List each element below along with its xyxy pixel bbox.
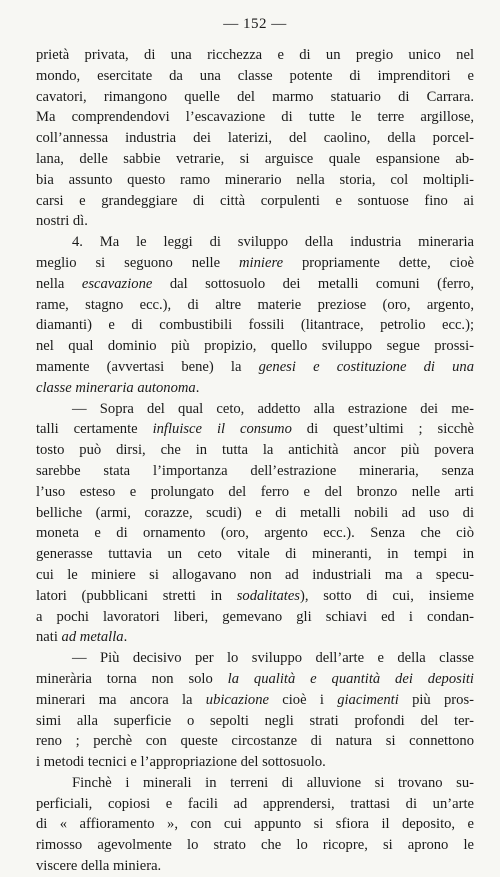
text-line bbox=[36, 607, 474, 628]
text-line bbox=[36, 773, 474, 794]
italic-segment: influisce il consumo bbox=[152, 421, 292, 438]
text-line bbox=[36, 648, 474, 669]
italic-segment: escavazione bbox=[81, 275, 153, 292]
text-segment: propriamente dette, cioè bbox=[283, 254, 474, 271]
text-line bbox=[36, 45, 474, 66]
text-segment: viscere della miniera. bbox=[36, 858, 162, 875]
text-line bbox=[36, 856, 474, 877]
text-segment: 4. Ma le leggi di sviluppo della industria mineraria bbox=[72, 234, 474, 251]
text-segment: sarebbe stata l’importanza dell’estrazione mineraria, senza bbox=[36, 462, 474, 479]
italic-segment: ad metalla bbox=[61, 629, 124, 646]
text-segment: mondo, esercitate da una classe potente di imprenditori e bbox=[36, 67, 474, 84]
text-line bbox=[36, 814, 474, 835]
italic-segment: ubicazione bbox=[205, 691, 269, 708]
text-segment: perficiali, copiosi e facili ad apprendersi, trattasi di un’arte bbox=[36, 795, 474, 812]
text-line bbox=[36, 731, 474, 752]
text-line bbox=[36, 627, 474, 648]
text-segment: nella bbox=[36, 275, 82, 292]
text-line bbox=[36, 295, 474, 316]
text-segment: carsi e grandeggiare di città corpulenti e sontuose fino ai bbox=[36, 192, 474, 209]
text-line bbox=[36, 690, 474, 711]
italic-segment: giacimenti bbox=[337, 691, 399, 708]
text-segment: latori (pubblicani stretti in bbox=[36, 587, 237, 604]
text-line bbox=[36, 66, 474, 87]
text-segment: minerari ma ancora la bbox=[36, 691, 206, 708]
text-line bbox=[36, 170, 474, 191]
body-text bbox=[36, 45, 474, 877]
text-segment: cui le miniere si allogavano non ad industriali ma a specu- bbox=[36, 566, 474, 583]
text-segment: coll’annessa industria dei laterizi, del caolino, della porcel- bbox=[36, 130, 474, 147]
text-segment: nel qual dominio più propizio, quello sviluppo segue prossi- bbox=[36, 338, 474, 355]
text-line bbox=[36, 253, 474, 274]
text-line bbox=[36, 419, 474, 440]
text-segment: cavatori, rimangono quelle del marmo statuario di Carrara. bbox=[36, 88, 474, 105]
text-segment: . bbox=[195, 379, 200, 396]
text-segment: generasse tuttavia un ceto vitale di mineranti, in tempi in bbox=[36, 546, 474, 563]
text-line bbox=[36, 211, 474, 232]
text-line bbox=[36, 315, 474, 336]
text-line bbox=[36, 87, 474, 108]
italic-segment: miniere bbox=[239, 254, 284, 271]
text-segment: ), sotto di cui, insieme bbox=[299, 587, 474, 604]
text-line bbox=[36, 149, 474, 170]
text-segment: i metodi tecnici e l’appropriazione del sottosuolo. bbox=[36, 754, 326, 771]
text-segment: — Sopra del qual ceto, addetto alla estrazione dei me- bbox=[72, 400, 474, 417]
text-line bbox=[36, 336, 474, 357]
text-line bbox=[36, 399, 474, 420]
text-line bbox=[36, 586, 474, 607]
text-segment: moneta e di ornamento (oro, argento ecc.). Senza che ciò bbox=[36, 525, 474, 542]
text-line bbox=[36, 565, 474, 586]
text-segment: prietà privata, di una ricchezza e di un pregio unico nel bbox=[36, 47, 474, 63]
text-line bbox=[36, 544, 474, 565]
text-segment: . bbox=[123, 629, 128, 646]
text-segment: belliche (armi, corazze, scudi) e di metalli nobili ad uso di bbox=[36, 504, 474, 521]
text-line bbox=[36, 378, 474, 399]
text-line bbox=[36, 711, 474, 732]
text-segment: nati bbox=[36, 629, 62, 646]
text-segment: dal sottosuolo dei metalli comuni (ferro, bbox=[152, 275, 474, 292]
text-segment: l’uso esteso e prolungato del ferro e del bronzo nelle arti bbox=[36, 483, 474, 500]
text-line bbox=[36, 461, 474, 482]
text-segment: — Più decisivo per lo sviluppo dell’arte e della classe bbox=[72, 650, 474, 667]
text-segment: diamanti) e di combustibili fossili (litantrace, petrolio ecc.); bbox=[36, 317, 474, 334]
text-segment: meglio si seguono nelle bbox=[36, 254, 240, 271]
text-segment: di quest’ultimi ; sicchè bbox=[291, 421, 474, 438]
text-line bbox=[36, 669, 474, 690]
italic-segment: sodalitates bbox=[236, 587, 300, 604]
text-line bbox=[36, 274, 474, 295]
italic-segment: la qualità e quantità dei depositi bbox=[227, 670, 474, 687]
text-segment: tosto può dirsi, che in tutta la antichità ancor più povera bbox=[36, 442, 474, 459]
text-line bbox=[36, 232, 474, 253]
text-line bbox=[36, 107, 474, 128]
italic-segment: classe mineraria autonoma bbox=[36, 379, 196, 396]
text-line bbox=[36, 191, 474, 212]
text-segment: a pochi lavoratori liberi, gemevano gli schiavi ed i condan- bbox=[36, 608, 474, 625]
text-line bbox=[36, 482, 474, 503]
text-segment: reno ; perchè con queste circostanze di natura si connettono bbox=[36, 733, 474, 750]
text-line bbox=[36, 440, 474, 461]
text-segment: di « affioramento », con cui appunto si sfiora il deposito, e bbox=[36, 816, 474, 833]
text-line bbox=[36, 752, 474, 773]
text-segment: simi alla superficie o sepolti negli strati profondi del ter- bbox=[36, 712, 474, 729]
text-line bbox=[36, 128, 474, 149]
text-segment: minerària torna non solo bbox=[36, 670, 228, 687]
text-line bbox=[36, 794, 474, 815]
text-segment: nostri dì. bbox=[36, 213, 88, 230]
text-segment: bia assunto questo ramo minerario nella storia, col moltipli- bbox=[36, 171, 474, 188]
text-segment: cioè i bbox=[269, 691, 338, 708]
page-number: — 152 — bbox=[223, 16, 287, 32]
text-segment: rame, stagno ecc.), di altre materie preziose (oro, argento, bbox=[36, 296, 474, 313]
text-segment: Ma comprendendovi l’escavazione di tutte le terre argillose, bbox=[36, 109, 474, 126]
text-segment: lana, delle sabbie vetrarie, si arguisce quale espansione ab- bbox=[36, 150, 474, 167]
text-line bbox=[36, 523, 474, 544]
text-segment: mamente (avvertasi bene) la bbox=[36, 358, 259, 375]
italic-segment: genesi e costituzione di una bbox=[258, 358, 474, 375]
text-segment: più pros- bbox=[398, 691, 474, 708]
text-line bbox=[36, 503, 474, 524]
text-segment: Finchè i minerali in terreni di alluvione si trovano su- bbox=[72, 774, 474, 791]
text-line bbox=[36, 357, 474, 378]
text-line bbox=[36, 835, 474, 856]
text-segment: talli certamente bbox=[36, 421, 153, 438]
text-segment: rimosso agevolmente lo strato che lo ricopre, si aprono le bbox=[36, 837, 474, 854]
